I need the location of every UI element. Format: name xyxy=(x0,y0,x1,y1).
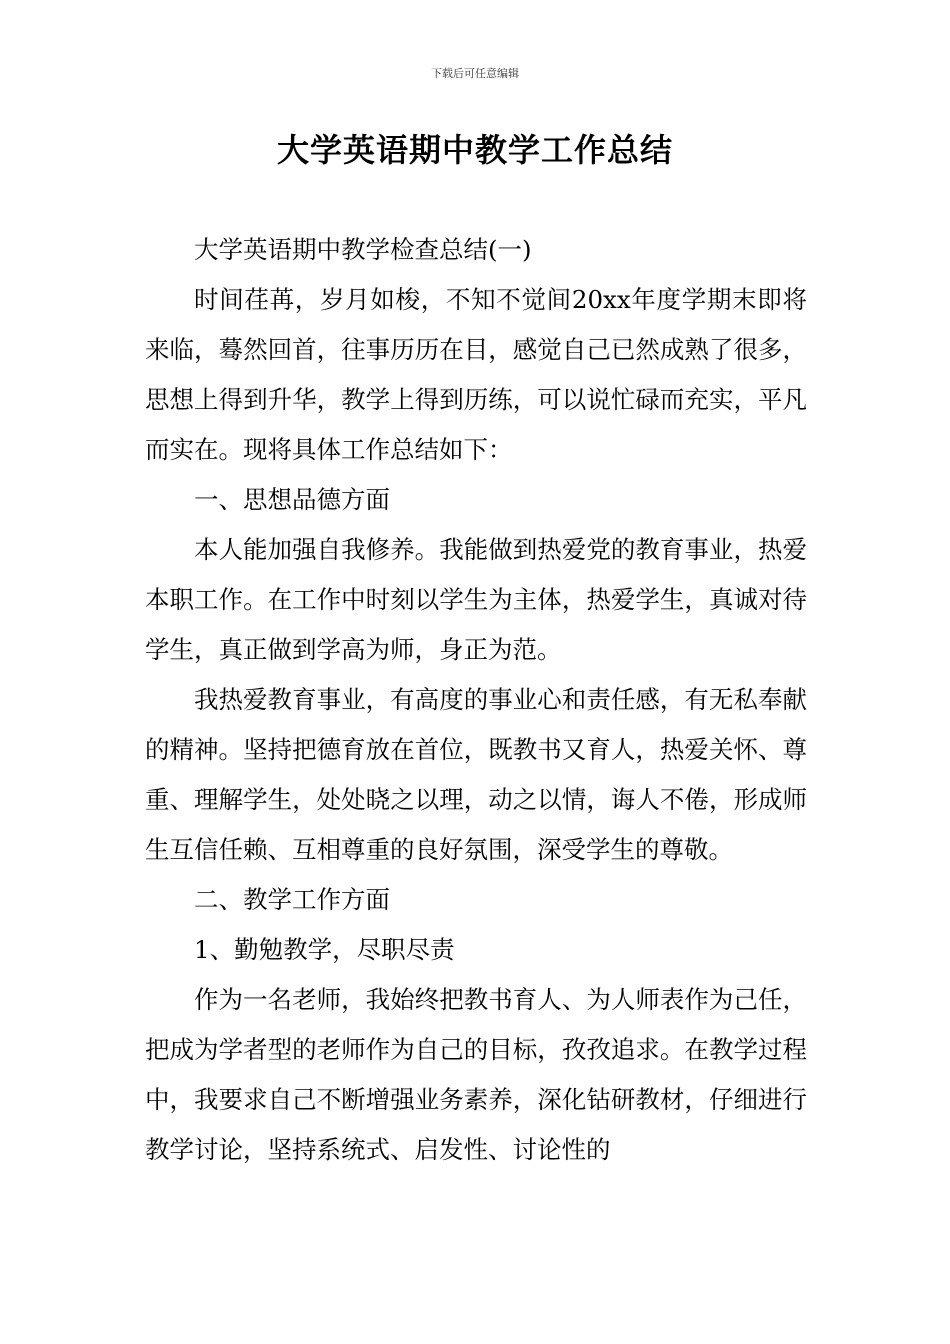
subsection-heading-diligence: 1、勤勉教学，尽职尽责 xyxy=(194,935,455,964)
intro-paragraph: 时间荏苒，岁月如梭，不知不觉间20xx年度学期末即将来临，蓦然回首，往事历历在目，感觉自己已然成熟了很多，思想上得到升华，教学上得到历练，可以说忙碌而充实，平凡而实在。现将具体工作总结如下： xyxy=(145,285,807,464)
dedication-paragraph: 我热爱教育事业，有高度的事业心和责任感，有无私奉献的精神。坚持把德育放在首位，既教书又育人，热爱关怀、尊重、理解学生，处处晓之以理，动之以情，诲人不倦，形成师生互信任赖、互相尊重的良好氛围，深受学生的尊敬。 xyxy=(145,685,807,864)
subtitle-paragraph: 大学英语期中教学检查总结(一) xyxy=(194,235,532,264)
section-heading-teaching: 二、教学工作方面 xyxy=(194,885,390,914)
document-title: 大学英语期中教学工作总结 xyxy=(276,131,673,169)
header-note: 下载后可任意编辑 xyxy=(431,67,519,80)
ideology-paragraph: 本人能加强自我修养。我能做到热爱党的教育事业，热爱本职工作。在工作中时刻以学生为主体，热爱学生，真诚对待学生，真正做到学高为师，身正为范。 xyxy=(145,535,807,664)
teaching-paragraph: 作为一名老师，我始终把教书育人、为人师表作为己任，把成为学者型的老师作为自己的目标，孜孜追求。在教学过程中，我要求自己不断增强业务素养，深化钻研教材，仔细进行教学讨论，坚持系统式、启发性、讨论性的 xyxy=(145,985,807,1164)
section-heading-ideology: 一、思想品德方面 xyxy=(194,485,390,514)
document-body xyxy=(145,225,807,1175)
